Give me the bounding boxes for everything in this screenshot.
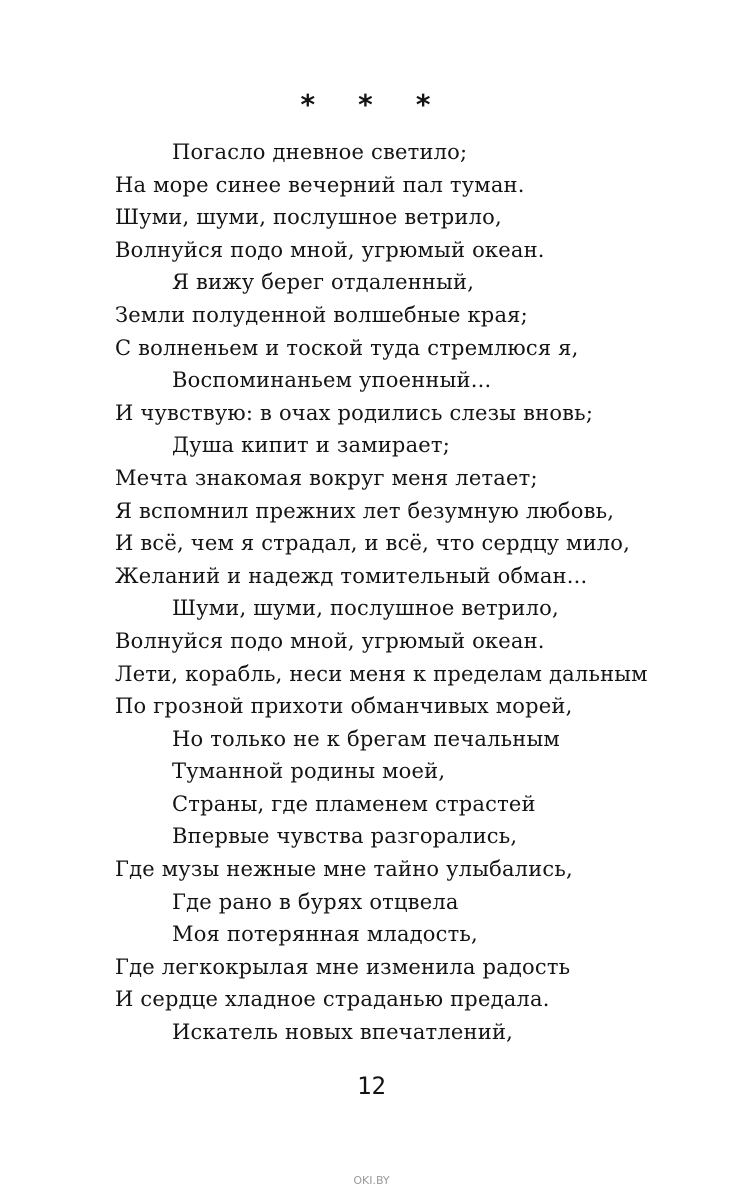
poem-line: Мечта знакомая вокруг меня летает; bbox=[115, 465, 538, 490]
watermark: OKI.BY bbox=[353, 1174, 390, 1187]
poem-line: Моя потерянная младость, bbox=[172, 922, 478, 947]
poem-line: Шуми, шуми, послушное ветрило, bbox=[172, 596, 559, 621]
poem-line: Лети, корабль, неси меня к пределам дальным bbox=[115, 661, 648, 686]
poem-line: Искатель новых впечатлений, bbox=[172, 1020, 514, 1045]
poem-line: Впервые чувства разгорались, bbox=[172, 824, 518, 849]
poem-line: Где музы нежные мне тайно улыбались, bbox=[115, 857, 573, 882]
poem-line: С волненьем и тоской туда стремлюся я, bbox=[115, 335, 579, 360]
poem-line: Волнуйся подо мной, угрюмый океан. bbox=[115, 628, 545, 653]
poem-line: Где рано в бурях отцвела bbox=[172, 889, 459, 914]
poem-line: Но только не к брегам печальным bbox=[172, 726, 560, 751]
stanza-separator: * * * bbox=[299, 88, 444, 121]
page-number: 12 bbox=[357, 1072, 386, 1100]
poem-line: По грозной прихоти обманчивых морей, bbox=[115, 694, 573, 719]
poem-line: Страны, где пламенем страстей bbox=[172, 791, 536, 816]
poem-line: Волнуйся подо мной, угрюмый океан. bbox=[115, 237, 545, 262]
poem-line: Где легкокрылая мне изменила радость bbox=[115, 954, 571, 979]
poem-line: Погасло дневное светило; bbox=[172, 140, 468, 164]
poem-line: И чувствую: в очах родились слезы вновь; bbox=[115, 400, 594, 425]
poem-line: Душа кипит и замирает; bbox=[172, 433, 451, 458]
poem-line: И всё, чем я страдал, и всё, что сердцу мило, bbox=[115, 531, 631, 556]
poem-line: Воспоминаньем упоенный... bbox=[172, 368, 492, 393]
poem-line: Я вспомнил прежних лет безумную любовь, bbox=[115, 498, 615, 523]
poem-line: И сердце хладное страданью предала. bbox=[115, 987, 550, 1012]
poem-line: Я вижу берег отдаленный, bbox=[172, 270, 475, 295]
poem-text bbox=[115, 136, 715, 1049]
poem-line: Желаний и надежд томительный обман... bbox=[115, 563, 588, 588]
poem-line: На море синее вечерний пал туман. bbox=[115, 172, 525, 197]
poem-line: Туманной родины моей, bbox=[172, 759, 446, 784]
poem-line: Земли полуденной волшебные края; bbox=[115, 302, 528, 327]
poem-line: Шуми, шуми, послушное ветрило, bbox=[115, 205, 502, 230]
